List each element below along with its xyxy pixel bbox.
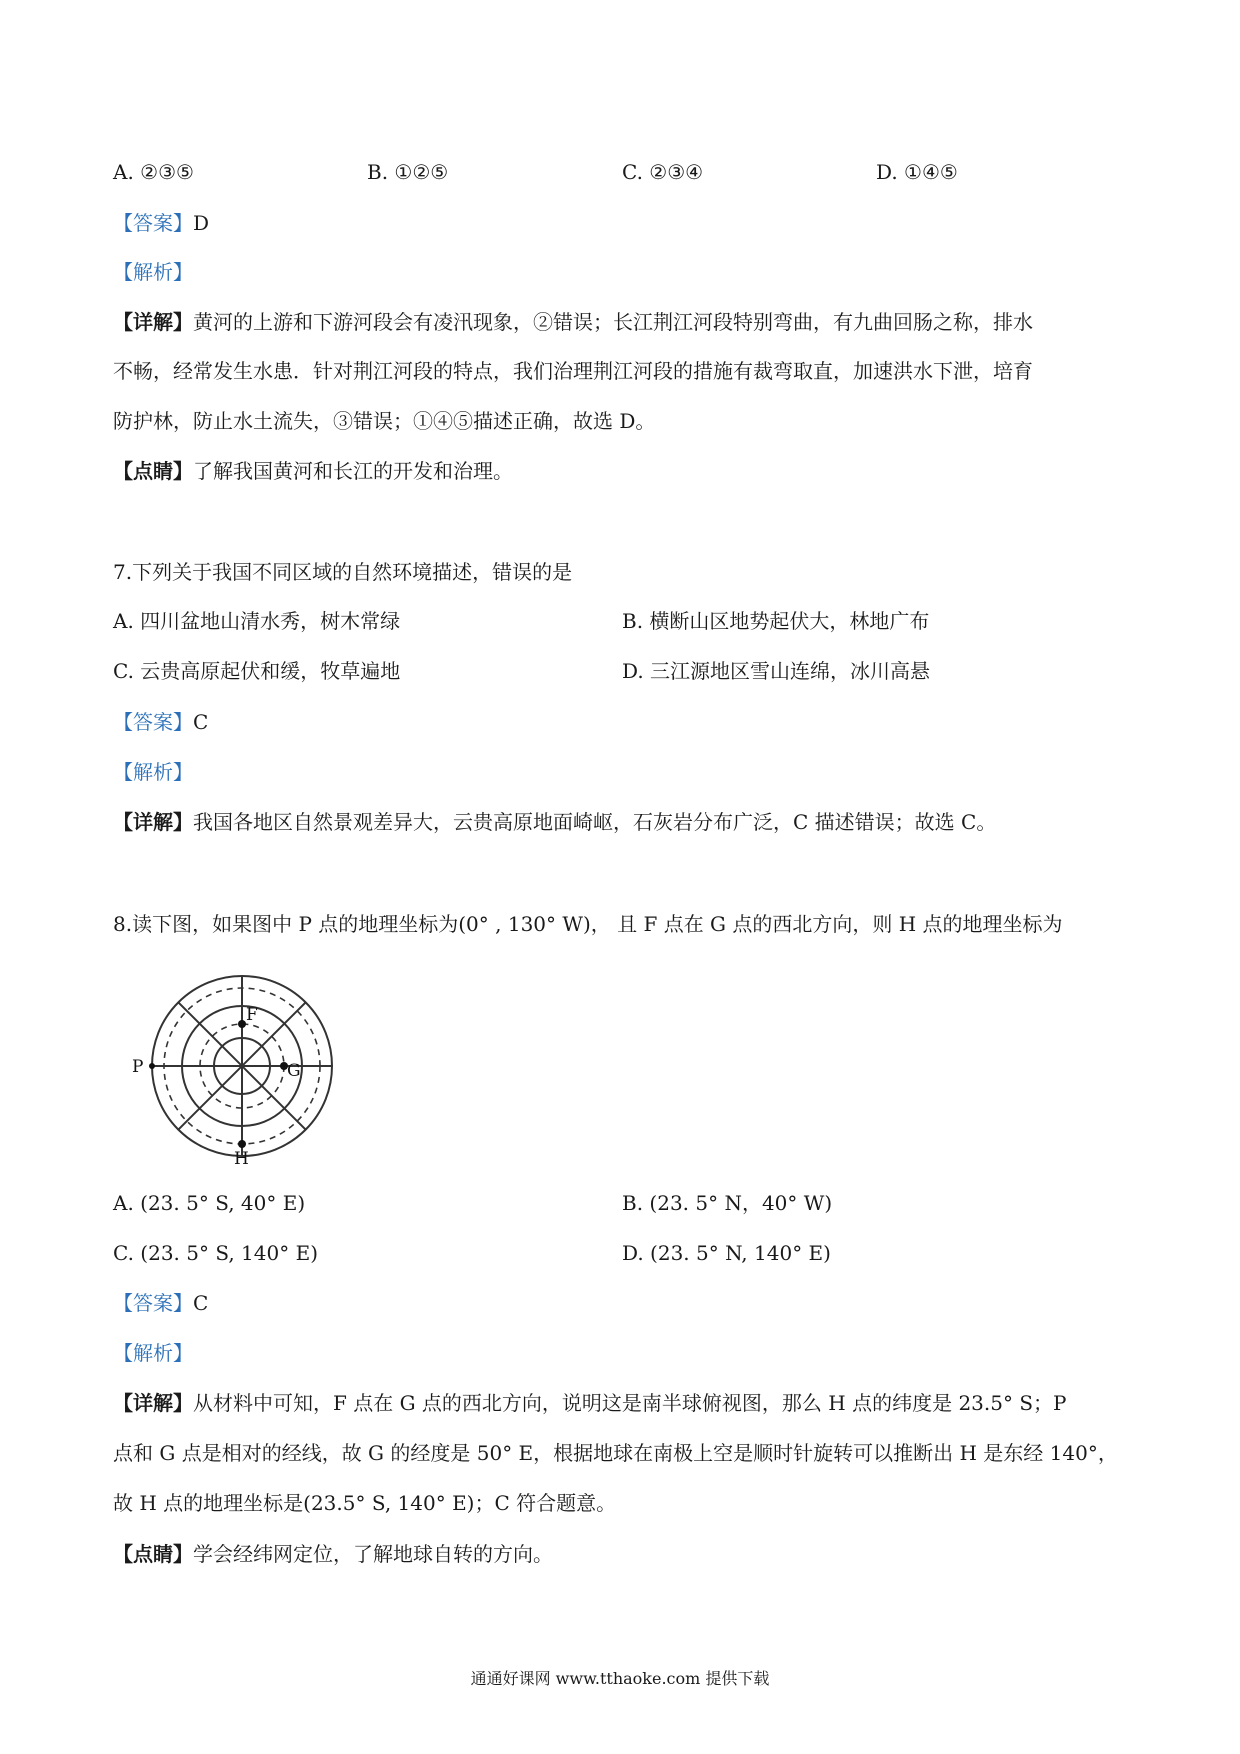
- answer-tag: 【答案】: [113, 710, 193, 734]
- answer-tag: 【答案】: [113, 211, 193, 235]
- q8-option-a: A. (23. 5° S, 40° E): [113, 1191, 306, 1215]
- q8-detail-line-1: [113, 1389, 1067, 1417]
- point-text: 学会经纬网定位，了解地球自转的方向。: [193, 1542, 553, 1566]
- q7-option-a: A. 四川盆地山清水秀，树木常绿: [113, 609, 401, 633]
- q7-option-d: D. 三江源地区雪山连绵，冰川高悬: [622, 659, 931, 683]
- q6-point-row: [113, 457, 513, 485]
- q8-point-row: [113, 1540, 553, 1568]
- q6-detail-line-1: [113, 308, 1033, 336]
- answer-value: D: [193, 211, 210, 235]
- answer-tag: 【答案】: [113, 1291, 193, 1315]
- q8-answer-row: [113, 1289, 208, 1317]
- q7-detail-row: [113, 808, 996, 836]
- page-footer: 通通好课网 www.tthaoke.com 提供下载: [470, 1669, 770, 1688]
- detail-tag: 【详解】: [113, 310, 193, 334]
- q7-option-c: C. 云贵高原起伏和缓，牧草遍地: [113, 659, 401, 683]
- label-h: H: [234, 1149, 249, 1168]
- point-tag: 【点睛】: [113, 459, 193, 483]
- q8-detail-line-3: 故 H 点的地理坐标是(23.5° S, 140° E)；C 符合题意。: [113, 1491, 617, 1515]
- point-text: 了解我国黄河和长江的开发和治理。: [193, 459, 513, 483]
- q6-option-d: D. ①④⑤: [876, 160, 958, 184]
- detail-tag: 【详解】: [113, 1391, 193, 1415]
- label-g: G: [287, 1061, 301, 1081]
- point-f-marker: [238, 1020, 246, 1028]
- label-p: P: [132, 1057, 144, 1077]
- q6-answer-row: [113, 209, 209, 237]
- detail-text: 从材料中可知，F 点在 G 点的西北方向，说明这是南半球俯视图，那么 H 点的纬度是 23.5° S；P: [193, 1391, 1067, 1415]
- q6-option-c: C. ②③④: [622, 160, 704, 184]
- point-tag: 【点睛】: [113, 1542, 193, 1566]
- point-h-marker: [238, 1140, 246, 1148]
- q6-detail-line-2: 不畅，经常发生水患．针对荆江河段的特点，我们治理荆江河段的措施有裁弯取直，加速洪水下泄，培育: [113, 359, 1033, 383]
- q6-analysis-tag: 【解析】: [113, 260, 193, 284]
- q6-option-b: B. ①②⑤: [367, 160, 449, 184]
- q7-question: 7.下列关于我国不同区域的自然环境描述，错误的是: [113, 560, 573, 584]
- answer-value: C: [193, 1291, 209, 1315]
- detail-text: 黄河的上游和下游河段会有凌汛现象，②错误；长江荆江河段特别弯曲，有九曲回肠之称，排水: [193, 310, 1033, 334]
- q6-option-a: A. ②③⑤: [113, 160, 194, 184]
- q7-option-b: B. 横断山区地势起伏大，林地广布: [622, 609, 930, 633]
- label-f: F: [246, 1005, 258, 1025]
- point-p-marker: [149, 1063, 155, 1069]
- q7-answer-row: [113, 708, 208, 736]
- polar-projection-diagram: [128, 968, 348, 1168]
- detail-text: 我国各地区自然景观差异大，云贵高原地面崎岖，石灰岩分布广泛，C 描述错误；故选 C。: [193, 810, 997, 834]
- q8-question: 8.读下图，如果图中 P 点的地理坐标为(0° , 130° W)， 且 F 点在 G 点的西北方向，则 H 点的地理坐标为: [113, 912, 1063, 936]
- q8-option-d: D. (23. 5° N, 140° E): [622, 1241, 831, 1265]
- q7-analysis-tag: 【解析】: [113, 760, 193, 784]
- q8-option-b: B. (23. 5° N，40° W): [622, 1191, 833, 1215]
- q8-option-c: C. (23. 5° S, 140° E): [113, 1241, 318, 1265]
- detail-tag: 【详解】: [113, 810, 193, 834]
- answer-value: C: [193, 710, 209, 734]
- q8-analysis-tag: 【解析】: [113, 1341, 193, 1365]
- q6-detail-line-3: 防护林，防止水土流失，③错误；①④⑤描述正确，故选 D。: [113, 409, 656, 433]
- q8-detail-line-2: 点和 G 点是相对的经线，故 G 的经度是 50° E，根据地球在南极上空是顺时针旋转可以推断出 H 是东经 140°，: [113, 1441, 1118, 1465]
